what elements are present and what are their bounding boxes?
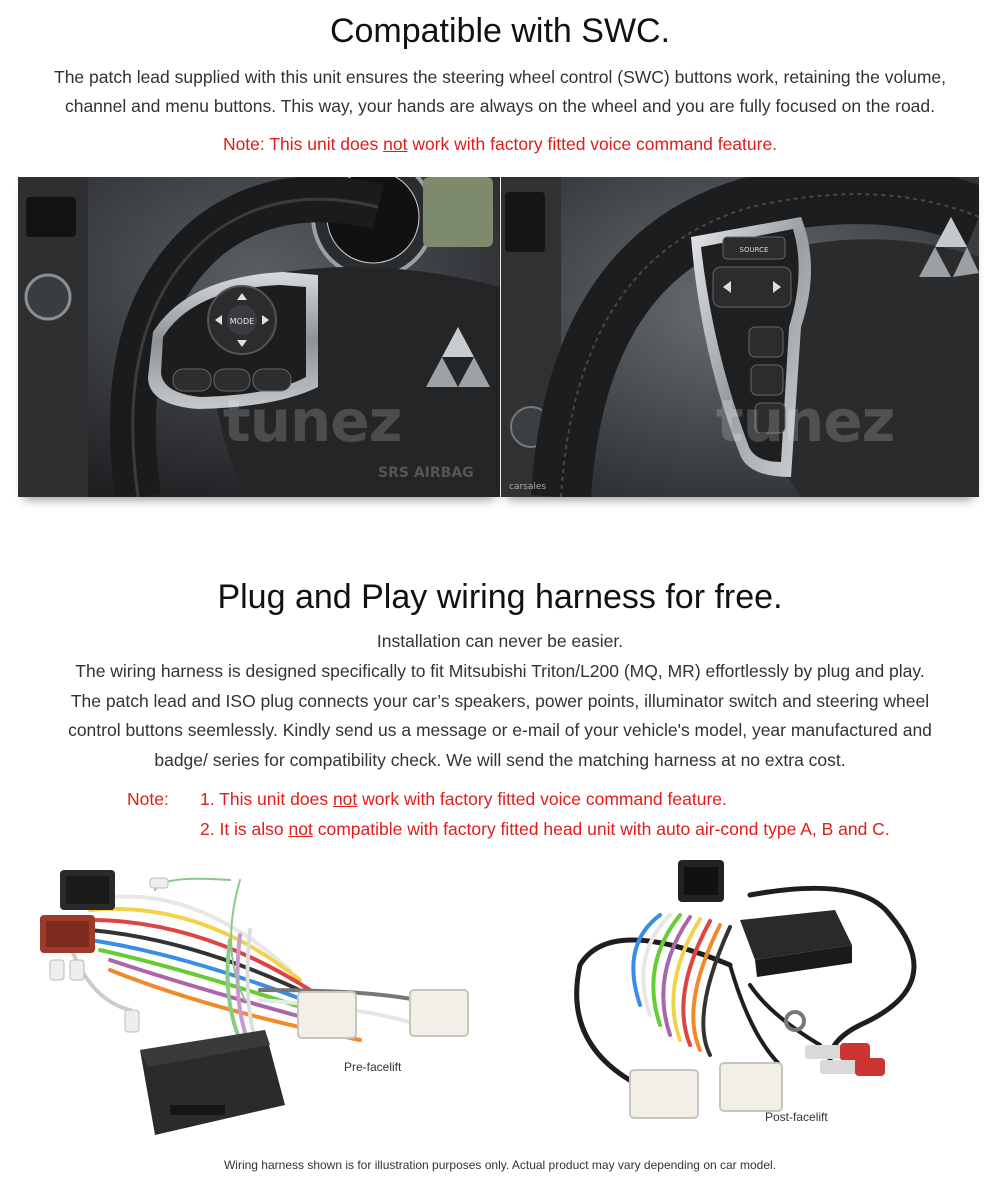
- section1-title: Compatible with SWC.: [329, 12, 671, 50]
- section1-desc-line1: The patch lead supplied with this unit ensures the steering wheel control (SWC) buttons work, retaining the volume,: [54, 67, 946, 87]
- watermark-right: tunez: [716, 387, 895, 455]
- caption-prefacelift: Pre-facelift: [344, 1060, 402, 1074]
- section1-desc-line2: channel and menu buttons. This way, your hands are always on the wheel and you are fully focused on the road.: [64, 96, 936, 116]
- harness-illustration-prefacelift: [30, 860, 500, 1150]
- srs-airbag-label: SRS AIRBAG: [378, 465, 474, 481]
- section1-note: [0, 130, 1000, 159]
- source-button-label: SOURCE: [739, 246, 769, 254]
- watermark-left: tunez: [223, 387, 402, 455]
- section2-note1: [200, 785, 727, 814]
- harness-illustration-postfacelift: [530, 855, 980, 1125]
- section2-line2: The wiring harness is designed specifically to fit Mitsubishi Triton/L200 (MQ, MR) effortlessly by plug and play.: [75, 661, 925, 681]
- footer-disclaimer: Wiring harness shown is for illustration purposes only. Actual product may vary depending on car model.: [223, 1158, 777, 1172]
- section1-note-emph: not: [383, 134, 408, 154]
- mode-button-label: MODE: [229, 317, 255, 326]
- section2-note-label: Note:: [127, 789, 169, 809]
- section1-note-prefix: Note: This unit does: [222, 134, 384, 154]
- section2-note2-prefix: 2. It is also: [200, 819, 289, 839]
- steering-wheel-photo-prefacelift: [18, 177, 500, 497]
- section2-title: Plug and Play wiring harness for free.: [217, 578, 783, 616]
- section2-note1-emph: not: [332, 789, 358, 809]
- section2-note1-suffix: work with factory fitted voice command feature.: [357, 789, 727, 809]
- section2-line4: control buttons seemlessly. Kindly send us a message or e-mail of your vehicle's model, year manufactured and: [68, 720, 932, 740]
- section2-line3: The patch lead and ISO plug connects your car’s speakers, power points, illuminator switch and steering wheel: [70, 691, 930, 711]
- section2-note1-prefix: 1. This unit does: [200, 789, 333, 809]
- section2-line1: Installation can never be easier.: [376, 631, 624, 651]
- section1-note-suffix: work with factory fitted voice command feature.: [407, 134, 778, 154]
- steering-wheel-photo-postfacelift: [501, 177, 979, 497]
- section2-note2: [200, 815, 890, 844]
- section2-note2-emph: not: [288, 819, 313, 839]
- caption-postfacelift: Post-facelift: [765, 1110, 828, 1124]
- section2-note2-suffix: compatible with factory fitted head unit with auto air-cond type A, B and C.: [312, 819, 890, 839]
- photo-credit: carsales: [509, 482, 547, 492]
- section2-line5: badge/ series for compatibility check. We will send the matching harness at no extra cost.: [154, 750, 846, 770]
